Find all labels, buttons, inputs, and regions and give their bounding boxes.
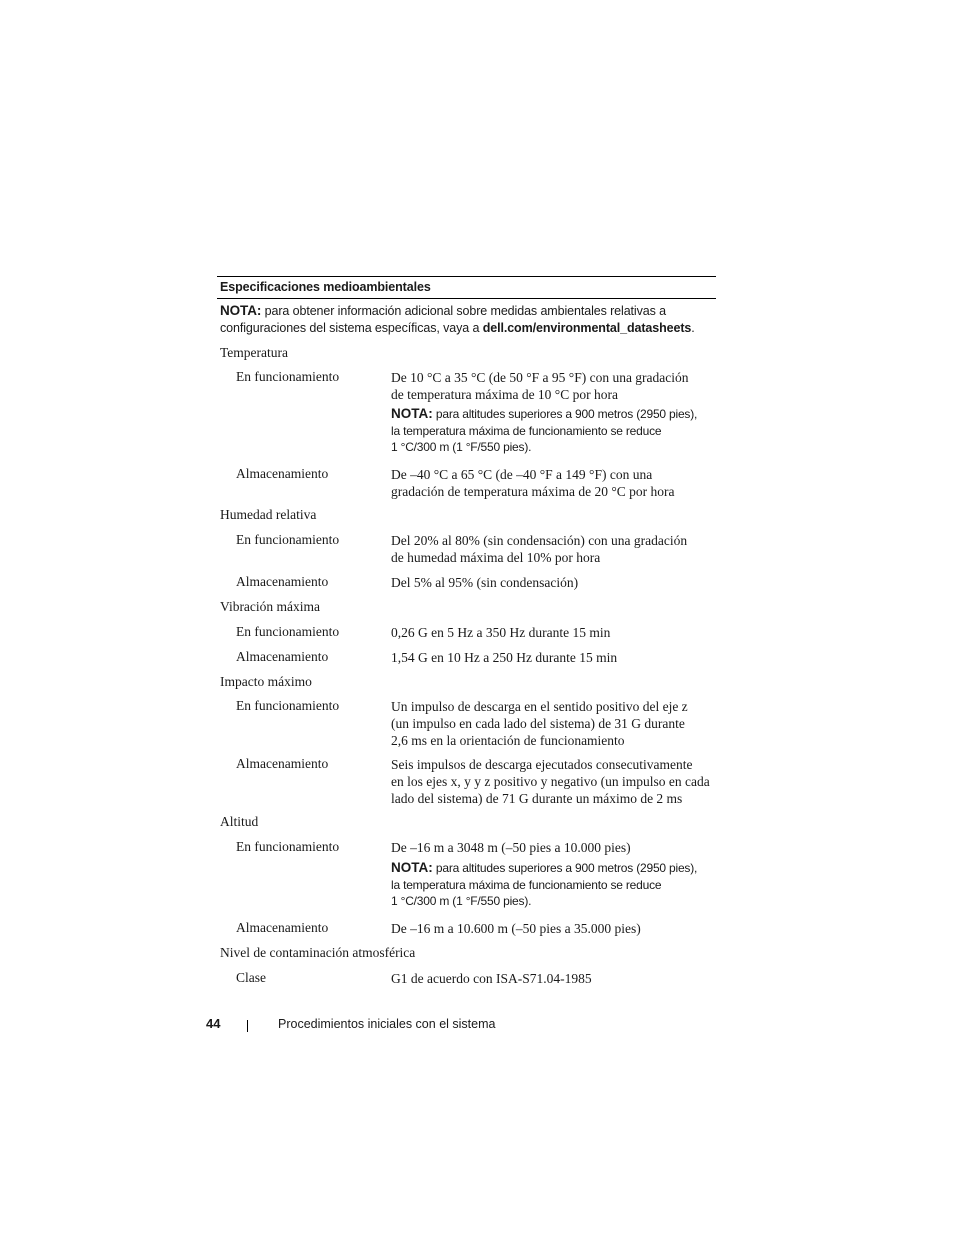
section-label-humedad: Humedad relativa <box>220 507 317 522</box>
note-label: NOTA: <box>391 406 433 421</box>
row-value <box>391 756 716 807</box>
section-label-temperatura: Temperatura <box>220 345 289 360</box>
value-line: (un impulso en cada lado del sistema) de 31 G durante <box>391 716 685 731</box>
footer-title: Procedimientos iniciales con el sistema <box>278 1017 496 1031</box>
row-value <box>391 624 716 641</box>
note-text: para obtener información adicional sobre medidas ambientales relativas a configuraciones del sistema específicas, vaya a <box>220 304 666 335</box>
note-text-end: . <box>691 321 695 335</box>
row-label: En funcionamiento <box>236 369 340 384</box>
row-value <box>391 920 716 937</box>
row-label: En funcionamiento <box>236 698 340 713</box>
section-label-vibracion: Vibración máxima <box>220 599 321 614</box>
value-line: De –40 °C a 65 °C (de –40 °F a 149 °F) con una <box>391 467 653 482</box>
value-line: 1,54 G en 10 Hz a 250 Hz durante 15 min <box>391 650 618 665</box>
value-line: 2,6 ms en la orientación de funcionamiento <box>391 733 625 748</box>
page-number: 44 <box>206 1016 221 1031</box>
section-label-altitud: Altitud <box>220 814 259 829</box>
row-value <box>391 369 716 403</box>
environmental-spec-table <box>217 276 716 986</box>
value-line: De –16 m a 3048 m (–50 pies a 10.000 pies) <box>391 840 631 855</box>
value-line: Del 5% al 95% (sin condensación) <box>391 575 579 590</box>
note-line: 1 °C/300 m (1 °F/550 pies). <box>391 894 532 908</box>
environmental-datasheets-link[interactable]: dell.com/environmental_datasheets <box>482 321 692 335</box>
row-label: Almacenamiento <box>236 649 329 664</box>
value-line: lado del sistema) de 71 G durante un máximo de 2 ms <box>391 791 683 806</box>
row-label: Almacenamiento <box>236 756 329 771</box>
value-line: en los ejes x, y y z positivo y negativo (un impulso en cada <box>391 774 710 789</box>
note-line: para altitudes superiores a 900 metros (2950 pies), <box>432 861 698 875</box>
row-label: Almacenamiento <box>236 574 329 589</box>
section-label-contaminacion: Nivel de contaminación atmosférica <box>220 945 416 960</box>
row-label: Almacenamiento <box>236 920 329 935</box>
row-value <box>391 839 716 856</box>
value-line: 0,26 G en 5 Hz a 350 Hz durante 15 min <box>391 625 611 640</box>
note-line: para altitudes superiores a 900 metros (2950 pies), <box>432 407 698 421</box>
value-line: Seis impulsos de descarga ejecutados consecutivamente <box>391 757 693 772</box>
note-label: NOTA: <box>220 303 262 318</box>
value-line: De –16 m a 10.600 m (–50 pies a 35.000 pies) <box>391 921 641 936</box>
value-line: de temperatura máxima de 10 °C por hora <box>391 387 618 402</box>
row-label: En funcionamiento <box>236 624 340 639</box>
row-value <box>391 466 716 500</box>
note-line: 1 °C/300 m (1 °F/550 pies). <box>391 440 532 454</box>
row-value <box>391 649 716 666</box>
row-label: En funcionamiento <box>236 839 340 854</box>
row-value <box>391 970 716 987</box>
note-line: la temperatura máxima de funcionamiento se reduce <box>391 877 662 892</box>
note-line: la temperatura máxima de funcionamiento se reduce <box>391 423 662 438</box>
value-line: De 10 °C a 35 °C (de 50 °F a 95 °F) con una gradación <box>391 370 689 385</box>
value-line: gradación de temperatura máxima de 20 °C por hora <box>391 484 675 499</box>
row-note <box>391 406 716 456</box>
footer-separator <box>247 1020 248 1032</box>
row-value <box>391 532 716 566</box>
row-note <box>391 860 716 910</box>
row-label: En funcionamiento <box>236 532 340 547</box>
row-label: Clase <box>236 970 266 985</box>
value-line: de humedad máxima del 10% por hora <box>391 550 601 565</box>
row-value <box>391 574 716 591</box>
value-line: Un impulso de descarga en el sentido positivo del eje z <box>391 699 688 714</box>
row-label: Almacenamiento <box>236 466 329 481</box>
note-label: NOTA: <box>391 860 433 875</box>
row-value <box>391 698 716 749</box>
page-footer <box>206 1016 706 1036</box>
table-note <box>217 299 716 337</box>
table-title: Especificaciones medioambientales <box>220 280 431 294</box>
section-label-impacto: Impacto máximo <box>220 674 312 689</box>
value-line: G1 de acuerdo con ISA-S71.04-1985 <box>391 971 592 986</box>
value-line: Del 20% al 80% (sin condensación) con una gradación <box>391 533 688 548</box>
